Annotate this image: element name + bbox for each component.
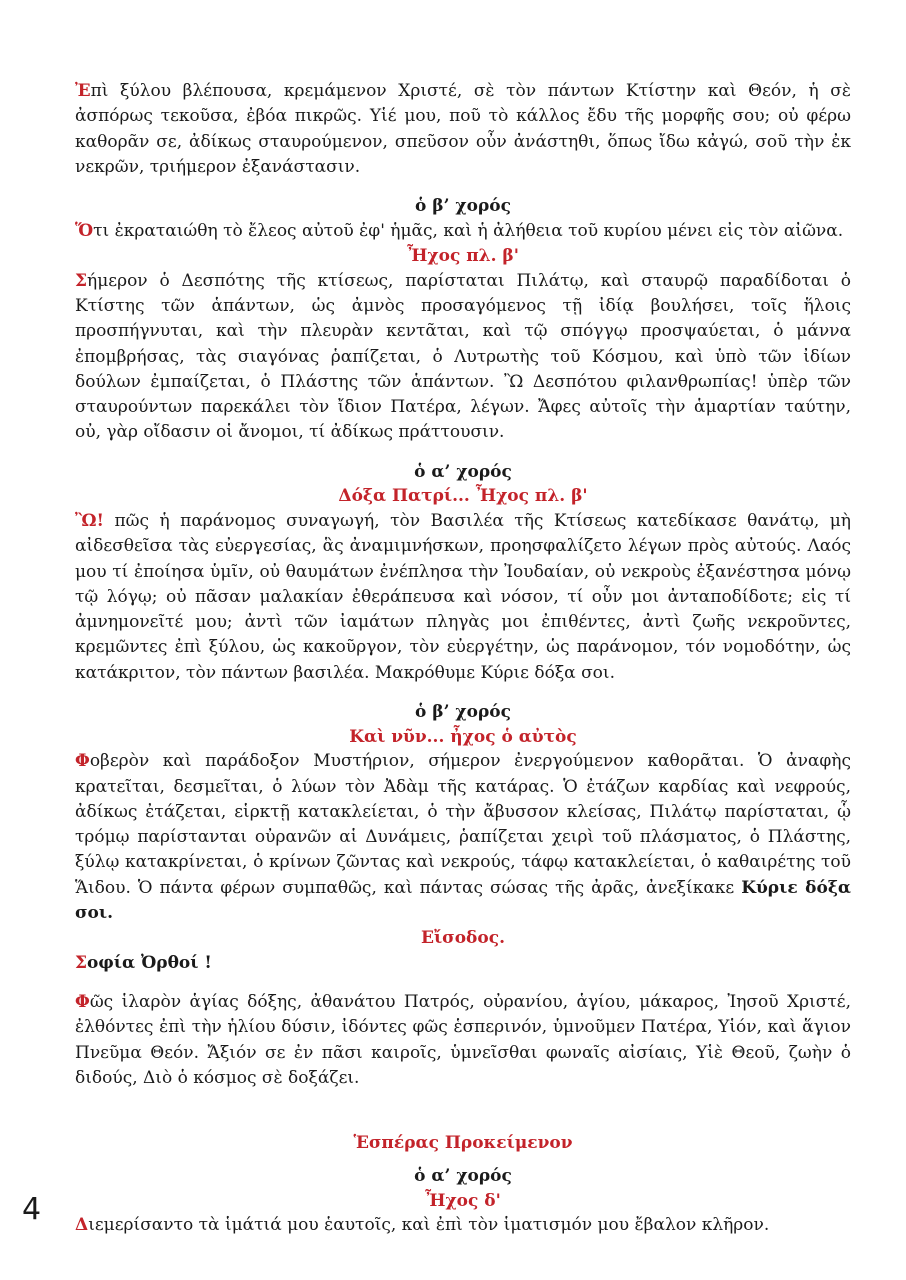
choir-heading: ὁ α’ χορός xyxy=(414,1165,512,1186)
tone-heading: Ἦχος πλ. β' xyxy=(407,246,519,267)
paragraph-text: πῶς ἡ παράνομος συναγωγή, τὸν Βασιλέα τῆς Κτίσεως κατεδίκασε θανάτῳ, μὴ αἰδεσθεῖσα τὰς εὐεργεσίας, ἃς ἀναμιμνήσκων, προησφαλίζετο λέγων πρὸς αὐτούς. Λαός μου τί ἐποίησα ὑμῖν, οὐ θαυμάτων ἐνέπλησα τὴν Ἰουδαίαν, οὐ νεκροὺς ἐξανέστησα μόνῳ τῷ λόγῳ; οὐ πᾶσαν μαλακίαν ἐθεράπευσα καὶ νόσον, τί οὖν μοι ἀνταποδίδοτε; εἰς τί ἀμνημονεῖτέ μου; ἀντὶ τῶν ἰαμάτων πληγὰς μοι ἐπιθέντες, ἀντὶ ζωῆς νεκροῦντες, κρεμῶντες ἐπὶ ξύλου, ὡς κακοῦργον, τὸν εὐεργέτην, ὡς παράνομον, τόν νομοδότην, ὡς κατάκριτον, τὸν πάντων βασιλέα. Μακρόθυμε Κύριε δόξα σοι. xyxy=(75,510,851,683)
tone-heading: Καὶ νῦν... ἦχος ὁ αὐτὸς xyxy=(349,726,577,747)
verse-paragraph xyxy=(75,219,851,244)
entrance-heading: Εἴσοδος. xyxy=(420,928,505,949)
tone-heading: Δόξα Πατρί... Ἦχος πλ. β' xyxy=(338,486,588,507)
drop-initial: Σ xyxy=(75,270,88,291)
troparion-paragraph xyxy=(75,79,851,180)
page-body xyxy=(75,79,851,1238)
paragraph-bold-ending: Κύριε δόξα σοι. xyxy=(75,877,852,923)
troparion-paragraph xyxy=(75,749,851,926)
paragraph-text: τι ἐκραταιώθη τὸ ἔλεος αὐτοῦ ἐφ' ἡμᾶς, καὶ ἡ ἀλήθεια τοῦ κυρίου μένει εἰς τὸν αἰῶνα. xyxy=(93,220,844,241)
phos-hilaron-paragraph xyxy=(75,990,851,1091)
choir-heading: ὁ α’ χορός xyxy=(414,461,512,482)
drop-initial: Δ xyxy=(75,1215,89,1236)
page-number: 4 xyxy=(22,1192,42,1227)
prokeimenon-heading: Ἑσπέρας Προκείμενον xyxy=(353,1133,573,1154)
drop-initial: Ὅ xyxy=(75,220,94,241)
paragraph-text: ήμερον ὁ Δεσπότης τῆς κτίσεως, παρίσταται Πιλάτῳ, καὶ σταυρῷ παραδίδοται ὁ Κτίστης τῶν ἁπάντων, ὡς ἀμνὸς προσαγόμενος τῇ ἰδίᾳ βουλήσει, τοῖς ἥλοις προσπήγνυται, καὶ τὴν πλευρὰν κεντᾶται, καὶ τῷ σπόγγῳ προσψαύεται, ὁ μάννα ἐπομβρήσας, τὰς σιαγόνας ῥαπίζεται, ὁ Λυτρωτὴς τοῦ Κόσμου, καὶ ὑπὸ τῶν ἰδίων δούλων ἐμπαίζεται, ὁ Πλάστης τῶν ἁπάντων. Ὢ Δεσπότου φιλανθρωπίας! ὑπὲρ τῶν σταυρούντων παρεκάλει τὸν ἴδιον Πατέρα, λέγων. Ἄφες αὐτοῖς τὴν ἁμαρτίαν ταύτην, οὐ, γὰρ οἴδασιν οἱ ἄνομοι, τί ἀδίκως πράττουσιν. xyxy=(75,270,851,443)
paragraph-text: οφία Ὀρθοί ! xyxy=(87,952,212,973)
paragraph-text: ιεμερίσαντο τὰ ἱμάτιά μου ἑαυτοῖς, καὶ ἐπὶ τὸν ἱματισμόν μου ἔβαλον κλῆρον. xyxy=(88,1215,770,1236)
verse-paragraph xyxy=(75,1213,851,1238)
paragraph-text: πὶ ξύλου βλέπουσα, κρεμάμενον Χριστέ, σὲ τὸν πάντων Κτίστην καὶ Θεόν, ἡ σὲ ἀσπόρως τεκοῦσα, ἐβόα πικρῶς. Υἱέ μου, ποῦ τὸ κάλλος ἔδυ τῆς μορφῆς σου; οὐ φέρω καθορᾶν σε, ἀδίκως σταυρούμενον, σπεῦσον οὖν ἀνάστηθι, ὅπως ἴδω κἀγώ, σοῦ τὴν ἐκ νεκρῶν, τριήμερον ἐξανάστασιν. xyxy=(75,81,851,177)
drop-initial: Ἐ xyxy=(75,81,91,101)
paragraph-text: οβερὸν καὶ παράδοξον Μυστήριον, σήμερον ἐνεργούμενον καθορᾶται. Ὁ ἀναφὴς κρατεῖται, δεσμεῖται, ὁ λύων τὸν Ἀδὰμ τῆς κατάρας. Ὁ ἐτάζων καρδίας καὶ νεφρούς, ἀδίκως ἐτάζεται, εἱρκτῇ κατακλείεται, ὁ τὴν ἄβυσσον κλείσας, Πιλάτῳ παρίσταται, ᾧ τρόμῳ παρίστανται οὐρανῶν αἱ Δυνάμεις, ῥαπίζεται χειρὶ τοῦ πλάσματος, ὁ Πλάστης, ξύλῳ κατακρίνεται, ὁ κρίνων ζῶντας καὶ νεκρούς, τάφῳ κατακλείεται, ὁ καθαιρέτης τοῦ Ἅιδου. Ὁ πάντα φέρων συμπαθῶς, καὶ πάντας σώσας τῆς ἀρᾶς, ἀνεξίκακε xyxy=(75,751,851,898)
sophia-orthoi-line xyxy=(75,951,851,976)
drop-initial: Φ xyxy=(75,992,90,1013)
troparion-paragraph xyxy=(75,509,851,686)
drop-initial: Σ xyxy=(75,952,88,973)
troparion-paragraph xyxy=(75,269,851,446)
drop-initial: Φ xyxy=(75,751,90,772)
paragraph-text: ῶς ἱλαρὸν ἁγίας δόξης, ἀθανάτου Πατρός, οὐρανίου, ἁγίου, μάκαρος, Ἰησοῦ Χριστέ, ἐλθόντες ἐπὶ τὴν ἡλίου δύσιν, ἰδόντες φῶς ἑσπερινόν, ὑμνοῦμεν Πατέρα, Υἱόν, καὶ ἅγιον Πνεῦμα Θεόν. Ἄξιόν σε ἐν πᾶσι καιροῖς, ὑμνεῖσθαι φωναῖς αἰσίαις, Υἱὲ Θεοῦ, ζωὴν ὁ διδούς, Διὸ ὁ κόσμος σὲ δοξάζει. xyxy=(75,992,851,1089)
choir-heading: ὁ β’ χορός xyxy=(415,196,511,217)
choir-heading: ὁ β’ χορός xyxy=(415,702,511,723)
drop-initial: Ὢ! xyxy=(75,510,105,531)
tone-heading: Ἦχος δ' xyxy=(425,1190,501,1211)
